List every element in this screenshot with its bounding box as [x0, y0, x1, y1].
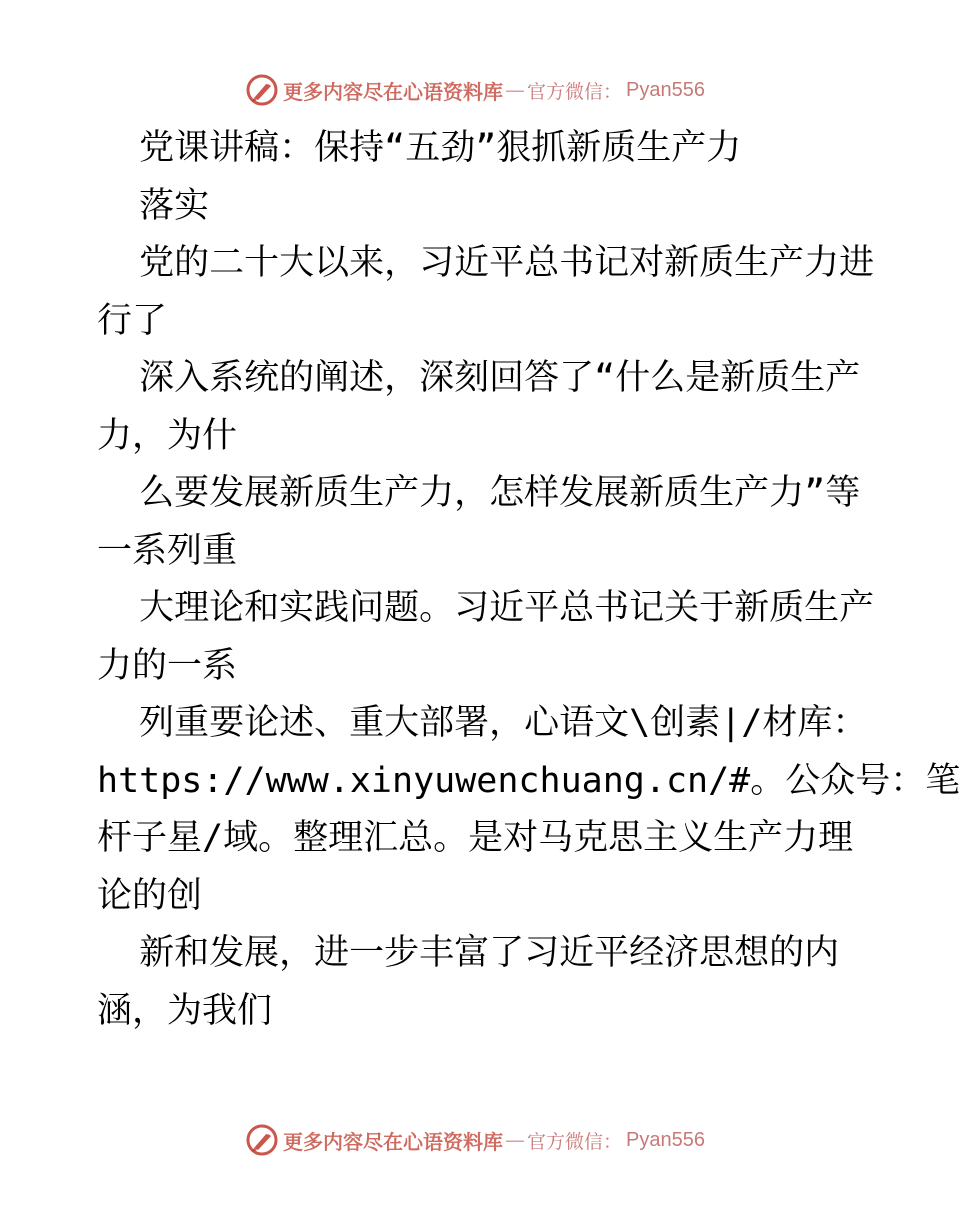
document-line: 一系列重: [97, 530, 238, 571]
document-line-link: https://www.xinyuwenchuang.cn/#。公众号：笔: [97, 760, 960, 801]
banner-wechat-id: Pyan556: [626, 1128, 705, 1151]
document-line: 么要发展新质生产力，怎样发展新质生产力”等: [97, 473, 861, 513]
header-banner-content: [245, 70, 705, 110]
banner-dash: —: [505, 78, 525, 102]
banner-dash: —: [505, 1128, 525, 1152]
document-line: 杆子星/域。整理汇总。是对马克思主义生产力理: [97, 818, 854, 858]
banner-slogan: 更多内容尽在心语资料库: [283, 1129, 503, 1154]
pen-logo-icon: [245, 1123, 279, 1157]
document-line: 涵，为我们: [97, 990, 273, 1031]
banner-wechat-label: 官方微信：: [527, 1130, 623, 1153]
footer-banner-content: [245, 1120, 705, 1160]
document-line: 行了: [97, 300, 168, 341]
document-line: 列重要论述、重大部署，心语文\创素|/材库：: [97, 703, 868, 743]
banner-wechat-id: Pyan556: [626, 78, 705, 101]
pen-logo-icon: [245, 73, 279, 107]
document-line: 论的创: [97, 875, 203, 916]
document-line: 落实: [97, 185, 210, 226]
banner-wechat-label: 官方微信：: [527, 80, 623, 103]
document-line: 深入系统的阐述，深刻回答了“什么是新质生产: [97, 358, 861, 398]
document-line: 大理论和实践问题。习近平总书记关于新质生产: [97, 588, 875, 628]
document-line: 新和发展，进一步丰富了习近平经济思想的内: [97, 933, 840, 973]
document-line: 党的二十大以来，习近平总书记对新质生产力进: [97, 243, 875, 283]
header-banner: [0, 70, 950, 110]
document-body: [97, 120, 960, 1040]
banner-slogan: 更多内容尽在心语资料库: [283, 79, 503, 104]
footer-banner: [0, 1120, 950, 1160]
document-line: 党课讲稿：保持“五劲”狠抓新质生产力: [97, 128, 742, 168]
document-line: 力的一系: [97, 645, 238, 686]
document-line: 力，为什: [97, 415, 238, 456]
